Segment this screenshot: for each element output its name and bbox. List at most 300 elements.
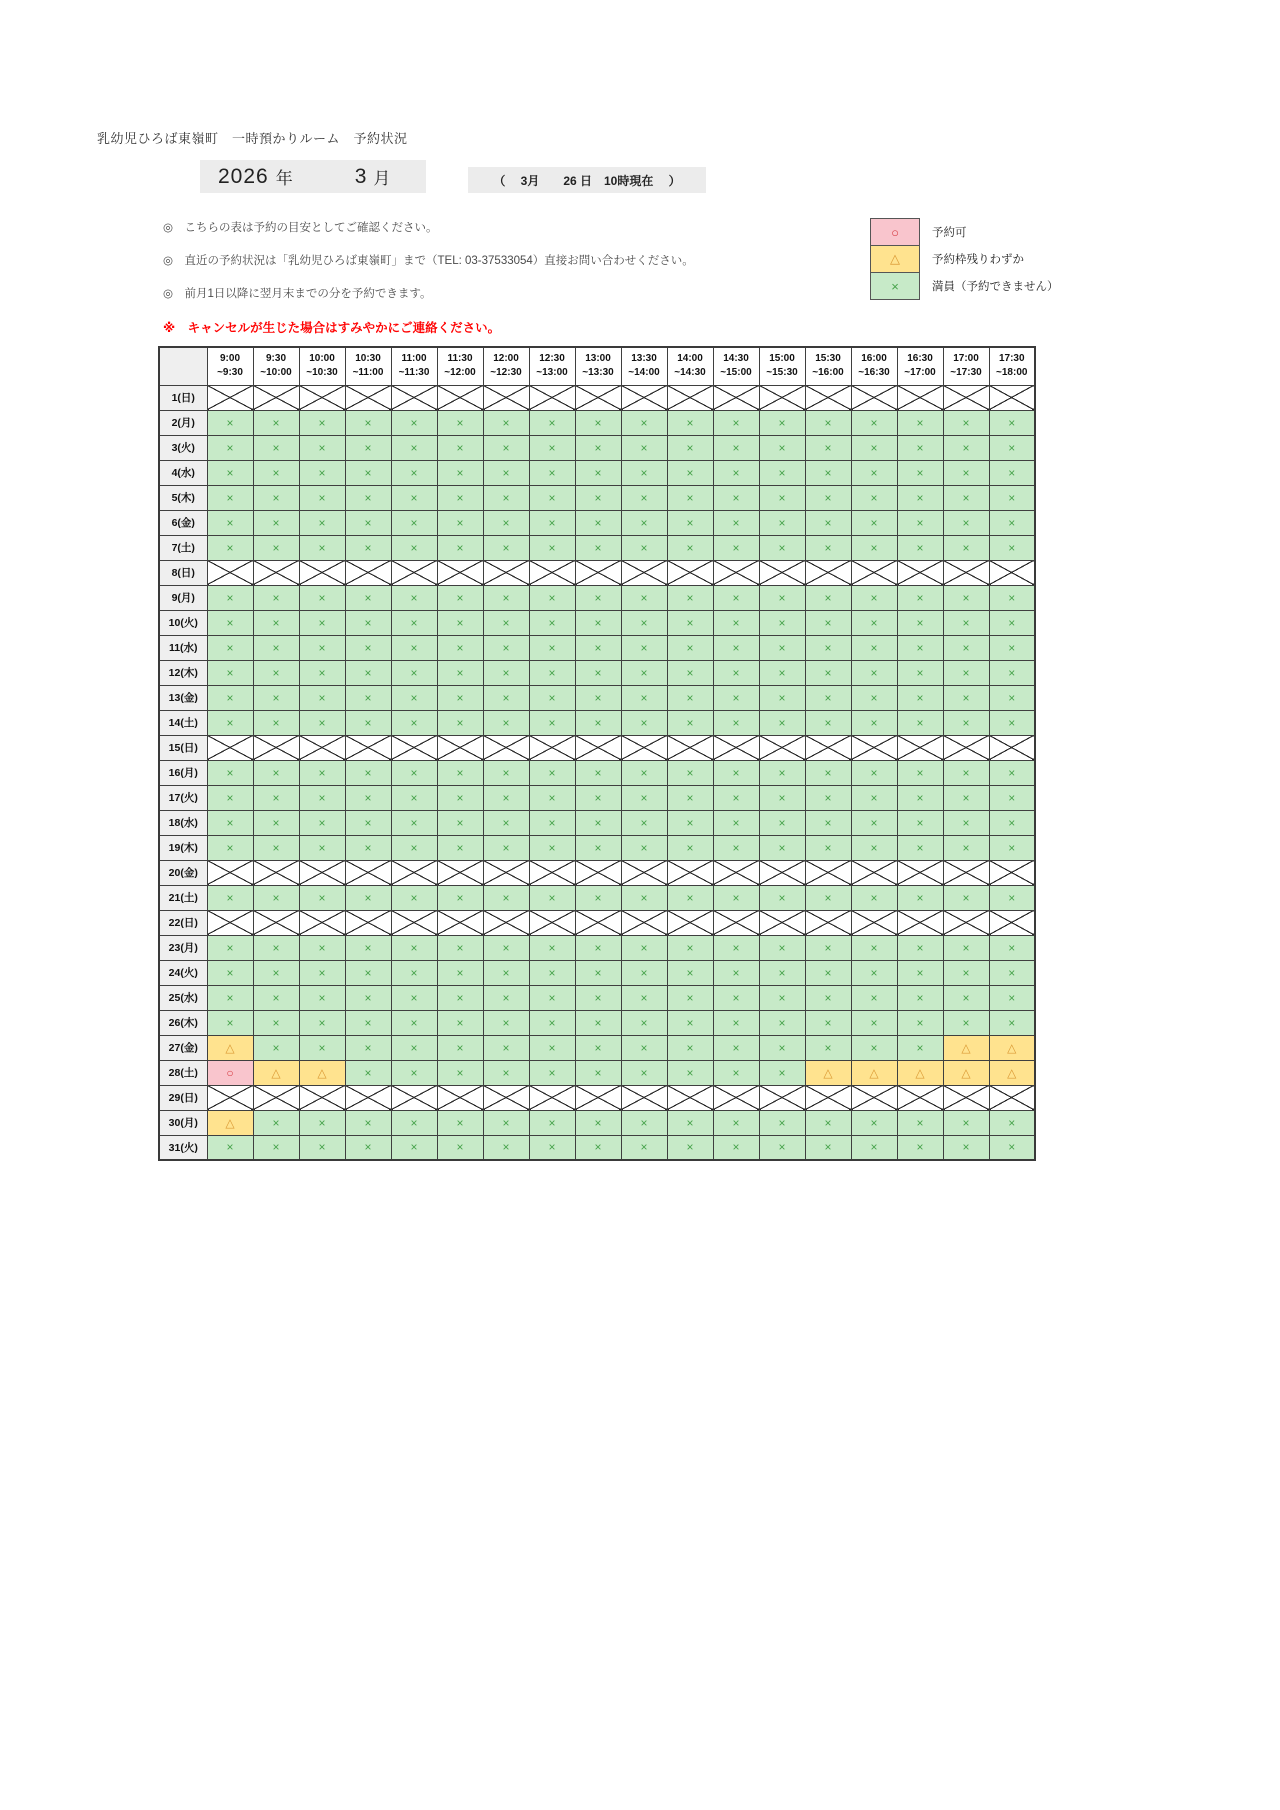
status-cell: × <box>805 885 851 910</box>
status-cell: × <box>667 885 713 910</box>
closed-cell <box>483 560 529 585</box>
status-cell: × <box>483 635 529 660</box>
closed-cell <box>851 1085 897 1110</box>
day-row <box>159 960 1035 985</box>
status-cell: × <box>667 660 713 685</box>
status-cell: × <box>667 535 713 560</box>
status-cell: × <box>851 1135 897 1160</box>
status-cell: × <box>391 935 437 960</box>
closed-cell <box>437 910 483 935</box>
status-cell: × <box>621 485 667 510</box>
status-cell: × <box>759 810 805 835</box>
status-cell: × <box>943 635 989 660</box>
status-cell: × <box>621 1060 667 1085</box>
status-cell: × <box>667 410 713 435</box>
status-cell: × <box>851 610 897 635</box>
status-cell: × <box>207 1135 253 1160</box>
status-cell: × <box>713 435 759 460</box>
status-cell: × <box>989 785 1035 810</box>
closed-cell <box>529 910 575 935</box>
closed-cell <box>483 860 529 885</box>
status-cell: × <box>805 435 851 460</box>
status-cell: × <box>575 535 621 560</box>
status-cell: × <box>253 885 299 910</box>
status-cell: × <box>253 785 299 810</box>
status-cell: × <box>207 485 253 510</box>
status-cell: × <box>805 535 851 560</box>
closed-cell <box>851 560 897 585</box>
status-cell: × <box>621 985 667 1010</box>
status-cell: × <box>713 535 759 560</box>
status-cell: × <box>391 1110 437 1135</box>
status-cell: × <box>207 1010 253 1035</box>
status-cell: × <box>299 585 345 610</box>
status-cell: × <box>299 710 345 735</box>
status-cell: × <box>851 810 897 835</box>
day-label: 28(土) <box>159 1060 207 1085</box>
legend-label-available: 予約可 <box>932 227 967 239</box>
status-cell: × <box>713 485 759 510</box>
status-cell: × <box>529 1010 575 1035</box>
status-cell: × <box>621 535 667 560</box>
status-cell: × <box>897 710 943 735</box>
status-cell: × <box>759 935 805 960</box>
status-cell: × <box>759 685 805 710</box>
status-cell: × <box>851 785 897 810</box>
day-row <box>159 910 1035 935</box>
day-label: 3(火) <box>159 435 207 460</box>
status-cell: × <box>483 585 529 610</box>
status-cell: × <box>391 1060 437 1085</box>
status-cell: × <box>253 585 299 610</box>
closed-cell <box>207 385 253 410</box>
status-cell: × <box>345 660 391 685</box>
status-cell: × <box>437 685 483 710</box>
status-cell: × <box>575 1035 621 1060</box>
status-cell: × <box>897 535 943 560</box>
status-cell: × <box>713 935 759 960</box>
closed-cell <box>667 385 713 410</box>
status-cell: × <box>529 885 575 910</box>
status-cell: × <box>575 885 621 910</box>
status-cell: × <box>299 410 345 435</box>
status-cell: × <box>621 435 667 460</box>
status-cell: × <box>391 510 437 535</box>
status-cell: × <box>667 1060 713 1085</box>
status-cell: × <box>207 435 253 460</box>
status-cell: × <box>345 635 391 660</box>
status-cell: × <box>575 460 621 485</box>
status-cell: × <box>345 1060 391 1085</box>
status-cell: × <box>989 960 1035 985</box>
time-column-header: 14:30 ~15:00 <box>713 347 759 385</box>
triangle-icon: △ <box>890 251 900 266</box>
status-cell: × <box>989 710 1035 735</box>
closed-cell <box>621 735 667 760</box>
status-cell: × <box>851 710 897 735</box>
closed-cell <box>667 735 713 760</box>
status-cell: × <box>897 1110 943 1135</box>
reservation-table <box>158 346 1036 1161</box>
closed-cell <box>805 385 851 410</box>
status-cell: × <box>253 1135 299 1160</box>
status-cell: × <box>897 585 943 610</box>
status-cell: × <box>253 1035 299 1060</box>
status-cell: × <box>345 760 391 785</box>
day-row <box>159 535 1035 560</box>
status-cell: × <box>529 435 575 460</box>
status-cell: × <box>299 1035 345 1060</box>
status-cell: × <box>805 985 851 1010</box>
time-column-header: 12:30 ~13:00 <box>529 347 575 385</box>
period-month: 3 <box>354 164 367 188</box>
status-cell: × <box>851 510 897 535</box>
status-cell: × <box>943 1110 989 1135</box>
status-cell: × <box>299 935 345 960</box>
day-label: 21(土) <box>159 885 207 910</box>
status-cell: × <box>253 1110 299 1135</box>
closed-cell <box>207 860 253 885</box>
time-column-header: 13:00 ~13:30 <box>575 347 621 385</box>
closed-cell <box>437 860 483 885</box>
status-cell: × <box>667 710 713 735</box>
day-row <box>159 810 1035 835</box>
day-label: 24(火) <box>159 960 207 985</box>
status-cell: × <box>759 1135 805 1160</box>
status-cell: × <box>529 1060 575 1085</box>
time-column-header: 14:00 ~14:30 <box>667 347 713 385</box>
status-cell: × <box>575 1010 621 1035</box>
status-cell: × <box>575 410 621 435</box>
status-cell: × <box>253 435 299 460</box>
status-cell: × <box>621 1110 667 1135</box>
status-cell: × <box>575 1135 621 1160</box>
day-row <box>159 785 1035 810</box>
status-cell: △ <box>989 1035 1035 1060</box>
status-cell: × <box>897 1135 943 1160</box>
closed-cell <box>575 385 621 410</box>
status-cell: × <box>345 885 391 910</box>
day-label: 11(水) <box>159 635 207 660</box>
status-cell: × <box>805 960 851 985</box>
closed-cell <box>299 385 345 410</box>
status-cell: × <box>253 985 299 1010</box>
time-column-header: 13:30 ~14:00 <box>621 347 667 385</box>
status-cell: × <box>299 1135 345 1160</box>
status-cell: × <box>299 660 345 685</box>
day-row <box>159 385 1035 410</box>
status-cell: × <box>391 435 437 460</box>
status-cell: △ <box>299 1060 345 1085</box>
closed-cell <box>345 910 391 935</box>
status-cell: × <box>805 710 851 735</box>
status-cell: × <box>989 485 1035 510</box>
status-cell: × <box>667 635 713 660</box>
closed-cell <box>667 1085 713 1110</box>
status-cell: × <box>759 535 805 560</box>
status-cell: × <box>667 1135 713 1160</box>
status-cell: × <box>253 760 299 785</box>
status-cell: × <box>713 635 759 660</box>
status-cell: × <box>575 585 621 610</box>
status-cell: × <box>897 635 943 660</box>
closed-cell <box>621 910 667 935</box>
status-cell: × <box>437 960 483 985</box>
status-cell: × <box>943 585 989 610</box>
status-cell: × <box>207 835 253 860</box>
status-cell: × <box>621 935 667 960</box>
status-cell: × <box>943 510 989 535</box>
notes <box>163 219 694 353</box>
status-cell: × <box>989 985 1035 1010</box>
status-cell: × <box>943 460 989 485</box>
status-cell: × <box>989 585 1035 610</box>
status-cell: × <box>759 710 805 735</box>
status-cell: × <box>943 610 989 635</box>
closed-cell <box>943 735 989 760</box>
status-cell: × <box>529 510 575 535</box>
status-cell: × <box>391 835 437 860</box>
day-label: 15(日) <box>159 735 207 760</box>
status-cell: × <box>345 585 391 610</box>
status-cell: × <box>621 785 667 810</box>
status-cell: × <box>759 660 805 685</box>
closed-cell <box>759 910 805 935</box>
status-cell: × <box>207 510 253 535</box>
status-cell: × <box>345 460 391 485</box>
status-cell: × <box>713 885 759 910</box>
status-cell: × <box>207 885 253 910</box>
status-cell: × <box>805 1010 851 1035</box>
status-cell: × <box>805 1110 851 1135</box>
status-cell: × <box>575 710 621 735</box>
status-cell: × <box>575 760 621 785</box>
day-label: 30(月) <box>159 1110 207 1135</box>
status-cell: × <box>483 1035 529 1060</box>
status-cell: × <box>851 535 897 560</box>
status-cell: × <box>299 635 345 660</box>
closed-cell <box>437 560 483 585</box>
day-label: 1(日) <box>159 385 207 410</box>
status-cell: × <box>897 935 943 960</box>
status-cell: × <box>713 1110 759 1135</box>
status-cell: × <box>897 1010 943 1035</box>
status-cell: × <box>345 1110 391 1135</box>
closed-cell <box>575 860 621 885</box>
status-cell: × <box>713 510 759 535</box>
status-cell: × <box>667 610 713 635</box>
status-cell: × <box>759 485 805 510</box>
status-cell: × <box>529 685 575 710</box>
status-cell: × <box>575 810 621 835</box>
status-cell: × <box>437 485 483 510</box>
status-cell: × <box>299 760 345 785</box>
status-cell: × <box>621 710 667 735</box>
status-cell: × <box>437 660 483 685</box>
closed-cell <box>207 1085 253 1110</box>
status-cell: × <box>713 460 759 485</box>
status-cell: × <box>713 835 759 860</box>
status-cell: × <box>345 510 391 535</box>
status-cell: × <box>805 785 851 810</box>
status-cell: × <box>437 985 483 1010</box>
status-cell: × <box>437 435 483 460</box>
day-row <box>159 485 1035 510</box>
status-cell: × <box>621 1035 667 1060</box>
day-label: 14(土) <box>159 710 207 735</box>
status-cell: × <box>713 960 759 985</box>
status-cell: × <box>759 1110 805 1135</box>
status-cell: × <box>667 1010 713 1035</box>
status-cell: × <box>989 1010 1035 1035</box>
status-cell: × <box>759 835 805 860</box>
status-cell: × <box>851 1035 897 1060</box>
closed-cell <box>345 860 391 885</box>
status-cell: × <box>345 710 391 735</box>
status-cell: × <box>299 435 345 460</box>
closed-cell <box>759 860 805 885</box>
status-cell: × <box>759 610 805 635</box>
status-cell: × <box>207 985 253 1010</box>
status-cell: × <box>943 485 989 510</box>
status-cell: × <box>805 760 851 785</box>
status-cell: × <box>345 835 391 860</box>
note-line-1: ◎ こちらの表は予約の目安としてご確認ください。 <box>163 222 438 234</box>
status-cell: × <box>345 1010 391 1035</box>
closed-cell <box>713 735 759 760</box>
status-cell: × <box>299 485 345 510</box>
status-cell: × <box>989 935 1035 960</box>
status-cell: × <box>253 835 299 860</box>
day-label: 6(金) <box>159 510 207 535</box>
status-cell: × <box>437 1135 483 1160</box>
status-cell: × <box>529 785 575 810</box>
status-cell: × <box>483 1060 529 1085</box>
day-row <box>159 985 1035 1010</box>
closed-cell <box>253 1085 299 1110</box>
status-cell: △ <box>943 1035 989 1060</box>
status-cell: × <box>207 610 253 635</box>
closed-cell <box>529 860 575 885</box>
status-cell: × <box>575 1110 621 1135</box>
status-cell: × <box>437 810 483 835</box>
status-cell: × <box>437 460 483 485</box>
status-cell: × <box>437 710 483 735</box>
legend-label-few-left: 予約枠残りわずか <box>932 254 1024 266</box>
status-cell: △ <box>207 1110 253 1135</box>
status-cell: × <box>897 760 943 785</box>
closed-cell <box>391 735 437 760</box>
status-cell: × <box>897 435 943 460</box>
status-cell: × <box>759 1010 805 1035</box>
day-label: 29(日) <box>159 1085 207 1110</box>
status-cell: × <box>391 710 437 735</box>
legend-swatch-few-left <box>870 245 920 273</box>
status-cell: × <box>483 1010 529 1035</box>
status-cell: × <box>391 410 437 435</box>
closed-cell <box>621 1085 667 1110</box>
cross-icon: × <box>891 278 899 294</box>
day-row <box>159 660 1035 685</box>
status-cell: × <box>759 960 805 985</box>
day-label: 25(水) <box>159 985 207 1010</box>
status-cell: × <box>529 985 575 1010</box>
status-cell: × <box>621 685 667 710</box>
status-cell: × <box>943 660 989 685</box>
legend-swatch-available <box>870 218 920 246</box>
status-cell: × <box>529 485 575 510</box>
status-cell: × <box>483 410 529 435</box>
status-cell: × <box>483 1110 529 1135</box>
status-cell: × <box>437 1110 483 1135</box>
legend-label-full: 満員（予約できません） <box>932 281 1059 293</box>
time-header-row <box>159 347 1035 385</box>
closed-cell <box>299 860 345 885</box>
as-of-box: （ 3月 26 日 10時現在 ） <box>468 167 706 193</box>
status-cell: × <box>253 660 299 685</box>
closed-cell <box>805 910 851 935</box>
legend-row-full <box>870 272 1059 300</box>
closed-cell <box>805 560 851 585</box>
note-line-3: ◎ 前月1日以降に翌月末までの分を予約できます。 <box>163 288 432 300</box>
closed-cell <box>299 735 345 760</box>
closed-cell <box>897 1085 943 1110</box>
status-cell: × <box>759 1035 805 1060</box>
status-cell: × <box>391 960 437 985</box>
status-cell: × <box>805 935 851 960</box>
day-label: 16(月) <box>159 760 207 785</box>
status-cell: × <box>345 985 391 1010</box>
status-cell: × <box>667 960 713 985</box>
status-cell: × <box>805 460 851 485</box>
status-cell: × <box>437 1060 483 1085</box>
status-cell: △ <box>897 1060 943 1085</box>
status-cell: × <box>575 485 621 510</box>
status-cell: × <box>299 1010 345 1035</box>
day-label: 23(月) <box>159 935 207 960</box>
status-cell: × <box>851 635 897 660</box>
status-cell: × <box>667 460 713 485</box>
status-cell: × <box>483 685 529 710</box>
status-cell: × <box>897 410 943 435</box>
status-cell: × <box>621 960 667 985</box>
status-cell: × <box>207 635 253 660</box>
day-label: 10(火) <box>159 610 207 635</box>
status-cell: × <box>483 810 529 835</box>
status-cell: × <box>989 535 1035 560</box>
status-cell: × <box>851 1110 897 1135</box>
status-cell: × <box>667 585 713 610</box>
status-cell: × <box>253 485 299 510</box>
day-label: 19(木) <box>159 835 207 860</box>
status-cell: × <box>621 610 667 635</box>
day-row <box>159 1060 1035 1085</box>
closed-cell <box>851 910 897 935</box>
status-cell: × <box>391 985 437 1010</box>
status-cell: × <box>437 635 483 660</box>
time-column-header: 17:00 ~17:30 <box>943 347 989 385</box>
status-cell: × <box>989 635 1035 660</box>
status-cell: × <box>667 785 713 810</box>
status-cell: × <box>713 585 759 610</box>
day-row <box>159 1035 1035 1060</box>
closed-cell <box>575 1085 621 1110</box>
status-cell: × <box>943 710 989 735</box>
status-cell: × <box>299 510 345 535</box>
status-cell: × <box>667 435 713 460</box>
status-cell: × <box>943 785 989 810</box>
status-cell: × <box>391 485 437 510</box>
